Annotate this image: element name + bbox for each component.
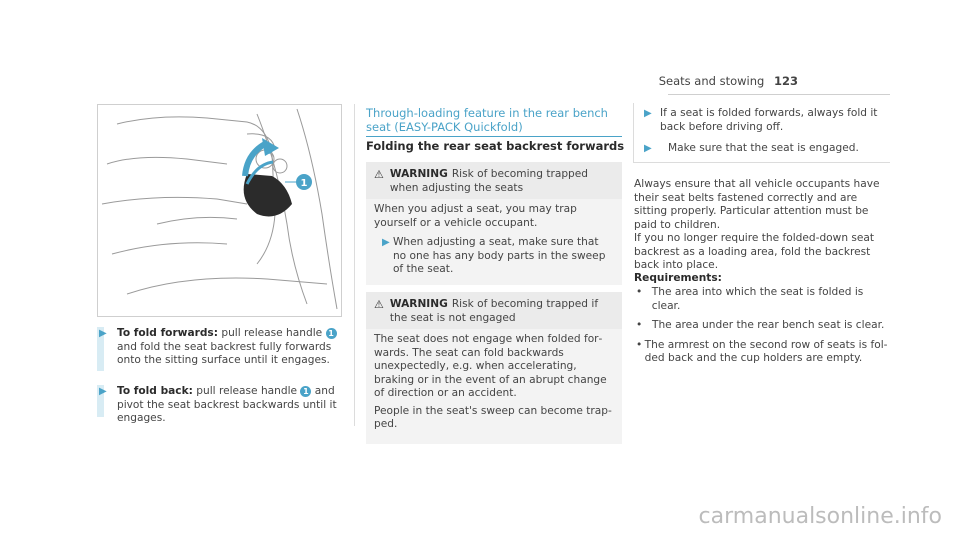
warning-box-not-engaged: ⚠ WARNING Risk of becoming trapped if the seat is not engaged The seat does not engage when folded forwards. The seat can fold backwards unexpectedly, e.g. when accelerating, braking or in the event of an abrupt change of direction or an accident. People in the seat's sweep can become trapped.	[366, 292, 622, 444]
instruction-arrow-icon: ▶	[99, 328, 107, 339]
warning-box-adjusting: ⚠ WARNING Risk of becoming trapped when adjusting the seats When you adjust a seat, you may trap yourself or a vehicle occupant. ▶ When adjusting a seat, make sure that no one has any body parts in the sweep of the seat.	[366, 162, 622, 285]
step-fold-forwards: ▶ To fold forwards: pull release handle 1 and fold the seat backrest fully forwards onto the sitting surface until it engages.	[97, 327, 347, 368]
watermark: carmanualsonline.info	[698, 504, 942, 529]
requirements-label: Requirements:	[634, 272, 722, 284]
page-number: 123	[773, 74, 798, 88]
step-label: To fold forwards:	[117, 327, 218, 339]
header-rule	[668, 94, 890, 95]
section-heading: Through-loading feature in the rear bench seat (EASY-PACK Quickfold)	[366, 106, 622, 137]
column-divider	[354, 104, 355, 426]
warning-triangle-icon: ⚠	[374, 298, 384, 311]
paragraph: Always ensure that all vehicle occupants have their seat belts fastened correctly and are sitting properly. Particular attention must be paid to children.	[634, 178, 880, 231]
step-label: To fold back:	[117, 385, 193, 397]
instruction-arrow-icon: ▶	[382, 237, 390, 248]
list-item: • The area into which the seat is folded is clear.	[636, 286, 864, 312]
marker-badge: 1	[300, 386, 311, 397]
instruction-arrow-icon: ▶	[644, 108, 652, 119]
section-title: Seats and stowing	[658, 74, 765, 88]
seat-release-illustration	[97, 104, 342, 317]
sub-heading: Folding the rear seat backrest forwards	[366, 139, 625, 153]
list-item: ▶ If a seat is folded forwards, always fold it back before driving off.	[644, 107, 878, 133]
step-fold-back: ▶ To fold back: pull release handle 1 and pivot the seat backrest backwards until it engages.	[99, 385, 337, 424]
instruction-arrow-icon: ▶	[644, 143, 652, 154]
list-item: • The armrest on the second row of seats is folded back and the cup holders are empty.	[636, 338, 888, 364]
instruction-arrow-icon: ▶	[99, 386, 107, 397]
requirements-list	[634, 286, 892, 372]
list-item: ▶ Make sure that the seat is engaged.	[644, 142, 859, 154]
instruction-box	[633, 103, 890, 163]
marker-badge: 1	[326, 328, 337, 339]
warning-triangle-icon: ⚠	[374, 168, 384, 181]
page-header	[659, 74, 798, 88]
figure-marker: 1	[300, 178, 308, 189]
list-item: • The area under the rear bench seat is clear.	[636, 319, 885, 331]
paragraph: If you no longer require the folded-down seat backrest as a loading area, fold the backrest back into place.	[634, 232, 875, 271]
